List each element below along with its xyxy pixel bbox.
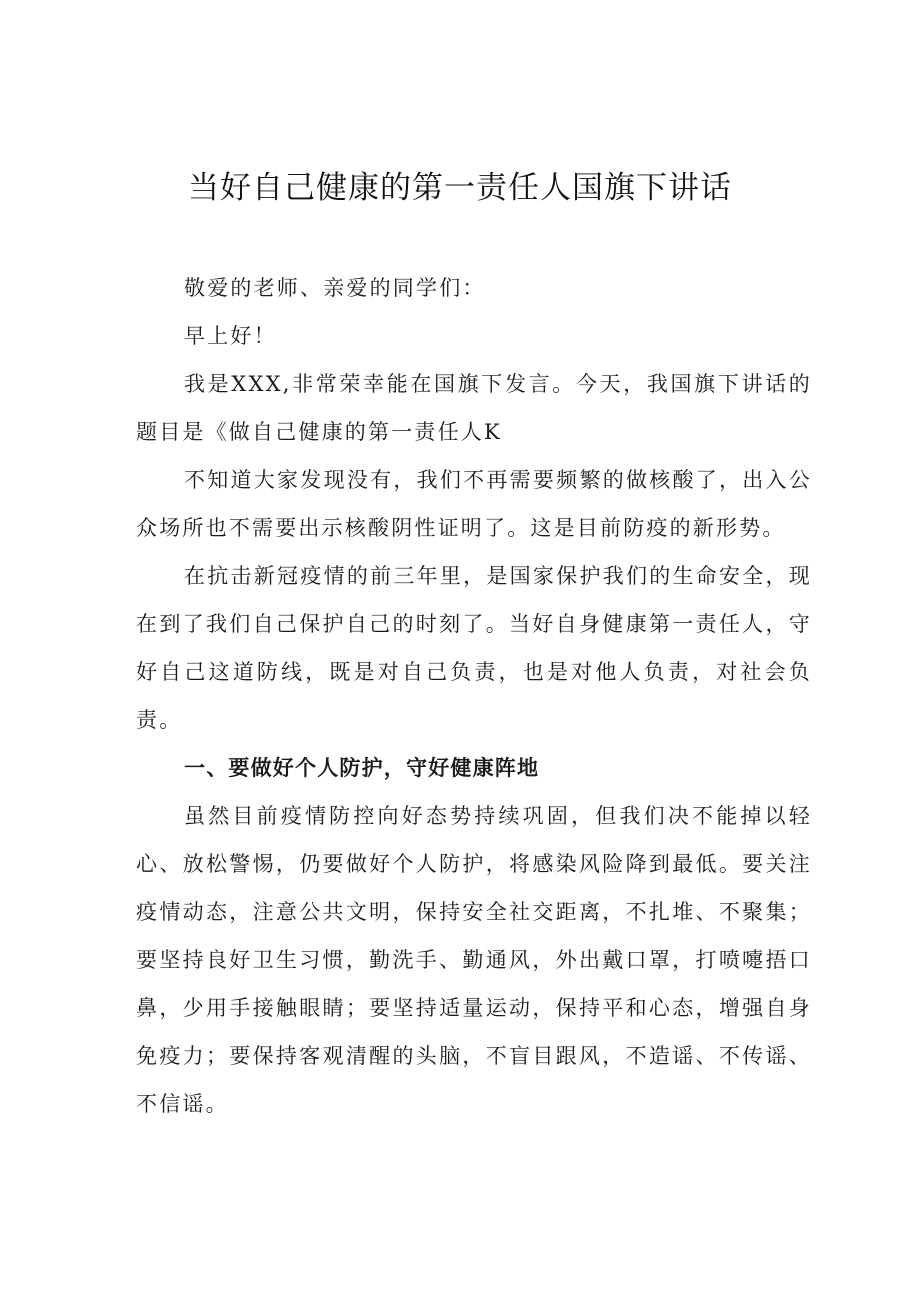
protection-paragraph: 虽然目前疫情防控向好态势持续巩固，但我们决不能掉以轻心、放松警惕，仍要做好个人防护，将感染风险降到最低。要关注疫情动态，注意公共文明，保持安全社交距离，不扎堆、不聚集；要坚持良好卫生习惯，勤洗手、勤通风，外出戴口罩，打喷嚏捂口鼻，少用手接触眼睛；要坚持适量运动，保持平和心态，增强自身免疫力；要保持客观清醒的头脑，不盲目跟风，不造谣、不传谣、不信谣。 bbox=[136, 804, 812, 1116]
intro-paragraph: 我是XXX,非常荣幸能在国旗下发言。今天，我国旗下讲话的题目是《做自己健康的第一责任人K bbox=[136, 372, 812, 444]
responsibility-paragraph: 在抗击新冠疫情的前三年里，是国家保护我们的生命安全，现在到了我们自己保护自己的时刻了。当好自身健康第一责任人，守好自己这道防线，既是对自己负责，也是对他人负责，对社会负责。 bbox=[136, 564, 812, 732]
context-paragraph: 不知道大家发现没有，我们不再需要频繁的做核酸了，出入公众场所也不需要出示核酸阴性证明了。这是目前防疫的新形势。 bbox=[136, 468, 812, 540]
section-heading: 一、要做好个人防护，守好健康阵地 bbox=[184, 756, 540, 780]
salutation-paragraph: 敬爱的老师、亲爱的同学们： bbox=[184, 276, 486, 300]
document-title: 当好自己健康的第一责任人国旗下讲话 bbox=[188, 170, 732, 206]
document-body bbox=[136, 264, 812, 1128]
greeting-paragraph: 早上好！ bbox=[184, 324, 277, 348]
